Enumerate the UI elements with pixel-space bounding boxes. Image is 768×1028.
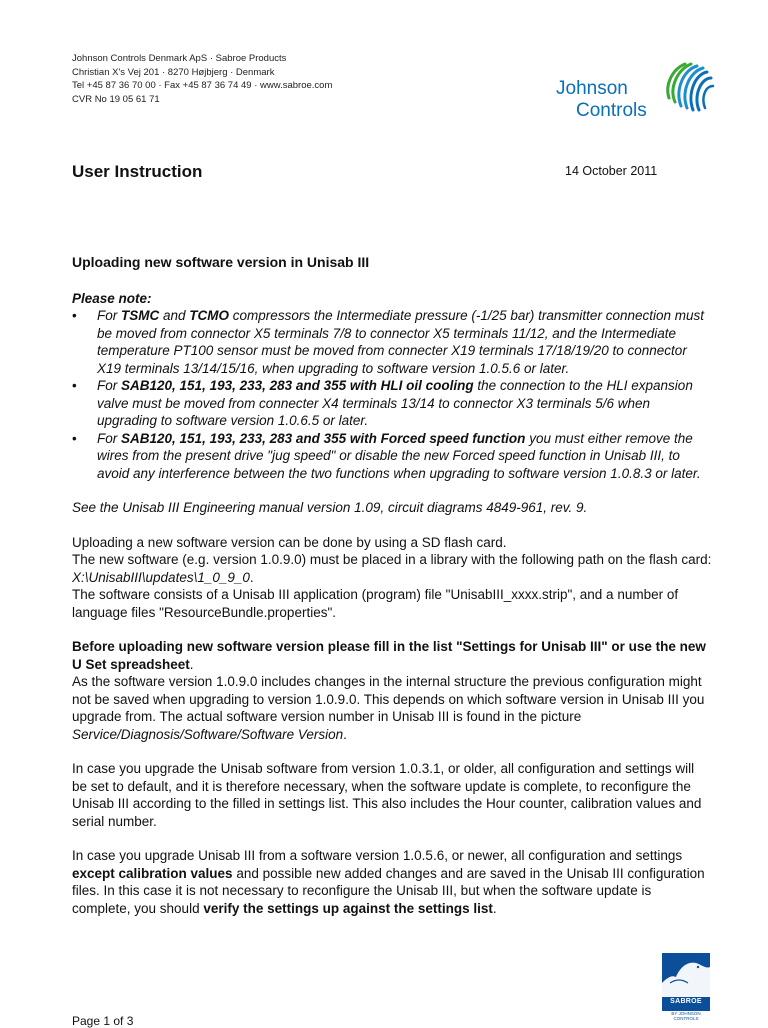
bullet-bold: SAB120, 151, 193, 233, 283 and 355 with HLI oil cooling <box>121 378 474 393</box>
bullet-text: For <box>97 378 122 393</box>
company-line: Johnson Controls Denmark ApS · Sabroe Products <box>72 53 287 64</box>
paragraph-text: . <box>189 656 194 672</box>
logo-line-2: Controls <box>576 100 647 121</box>
flash-card-path: X:\UnisabIII\updates\1_0_9_0 <box>72 569 250 585</box>
logo-line-1: Johnson <box>556 78 628 99</box>
paragraph-text: and possible new added changes and are saved in the Unisab III configuration files. In this case it is not necessary to reconfigure the Unisab III, but when the software update is complete, you should <box>72 865 705 916</box>
page-number: Page 1 of 3 <box>72 1014 134 1028</box>
paragraph-bold: except calibration values <box>72 865 233 881</box>
sabroe-label: SABROE <box>670 998 702 1005</box>
paragraph-text: The new software (e.g. version 1.0.9.0) must be placed in a library with the following path on the flash card: <box>72 552 712 567</box>
bullet-text: compressors the Intermediate pressure (-1/25 bar) transmitter connection must be moved from connector X5 terminals 7/8 to connector X5 terminals 11/12, and the Intermediate temperature PT100 sensor must be moved from connecter X19 terminals 17/18/19/20 to connector X19 terminals 13/14/15/16, when upgrading to software version 1.0.5.6 or later. <box>97 308 704 376</box>
johnson-controls-logo <box>556 58 716 130</box>
bullet-text: For <box>97 308 122 323</box>
config-paragraph <box>72 673 712 743</box>
paragraph-text: As the software version 1.0.9.0 includes changes in the internal structure the previous configuration might not be saved when upgrading to version 1.0.9.0. This depends on which software version in Unisab III you upgrade from. The actual software version number in Unisab III is found in the picture <box>72 674 705 724</box>
sabroe-sublabel: BY JOHNSON CONTROLS <box>671 1011 701 1021</box>
bullet-text: the connection to the HLI expansion valve must be moved from connecter X4 terminals 13/14 to connector X3 terminals 5/6 when upgrading to software version 1.0.6.5 or later. <box>97 378 693 428</box>
bullet-text: you must either remove the wires from the present drive "jug speed" or disable the new Forced speed function in Unisab III, to avoid any interference between the two functions when upgrading to software version 1.0.8.3 or later. <box>97 430 701 481</box>
company-line: Christian X's Vej 201 · 8270 Højbjerg · Denmark <box>72 66 275 78</box>
bullet-icon: • <box>72 378 77 393</box>
polar-bear-icon <box>662 953 710 997</box>
company-line: CVR No 19 05 61 71 <box>72 93 160 105</box>
document-date: 14 October 2011 <box>565 164 658 178</box>
list-item <box>72 377 712 430</box>
bullet-bold: TSMC <box>121 308 160 323</box>
old-upgrade-paragraph: In case you upgrade the Unisab software from version 1.0.3.1, or older, all configuration and settings will be set to default, and it is therefore necessary, when the software update is complete, to reconfigure the Unisab III according to the filled in settings list. This also includes the Hour counter, calibration values and serial number. <box>72 761 702 829</box>
settings-paragraph <box>72 638 712 673</box>
sabroe-logo <box>662 953 710 1024</box>
company-line: Tel +45 87 36 70 00 · Fax +45 87 36 74 49 · www.sabroe.com <box>72 80 333 91</box>
list-item <box>72 307 712 377</box>
note-bullet-list <box>72 307 712 482</box>
new-upgrade-paragraph <box>72 847 712 917</box>
bullet-text: and <box>159 308 190 323</box>
document-title: User Instruction <box>72 162 203 181</box>
software-version-path: Service/Diagnosis/Software/Software Version <box>72 726 344 742</box>
paragraph-bold: verify the settings up against the settings list <box>203 900 493 916</box>
paragraph-text: . <box>492 900 497 916</box>
section-heading: Uploading new software version in Unisab III <box>72 254 370 270</box>
bullet-bold: TCMO <box>189 308 230 323</box>
bullet-text: For <box>97 430 122 446</box>
upload-paragraph-1: Uploading a new software version can be done by using a SD flash card. <box>72 534 507 550</box>
upload-paragraph-2 <box>72 551 712 586</box>
bullet-bold: SAB120, 151, 193, 233, 283 and 355 with Forced speed function <box>121 430 526 446</box>
sabroe-logo-box <box>662 953 710 1011</box>
settings-instruction-bold: Before uploading new software version please fill in the list "Settings for Unisab III" or use the new U Set spreadsheet <box>72 639 706 672</box>
document-body <box>72 254 712 917</box>
upload-paragraph-3: The software consists of a Unisab III application (program) file "UnisabIII_xxxx.strip", and a number of language files "ResourceBundle.properties". <box>72 587 679 620</box>
manual-reference: See the Unisab III Engineering manual version 1.09, circuit diagrams 4849-961, rev. 9. <box>72 500 588 515</box>
note-label: Please note: <box>72 290 152 306</box>
logo-wordmark <box>556 78 647 122</box>
paragraph-text: In case you upgrade Unisab III from a software version 1.0.5.6, or newer, all configuration and settings <box>72 848 683 863</box>
list-item <box>72 430 712 483</box>
paragraph-text: . <box>343 726 347 742</box>
company-address-block <box>72 52 332 106</box>
logo-swirl-icon <box>659 58 715 118</box>
bullet-icon: • <box>72 430 77 446</box>
bullet-icon: • <box>72 308 77 323</box>
paragraph-text: . <box>249 569 254 585</box>
